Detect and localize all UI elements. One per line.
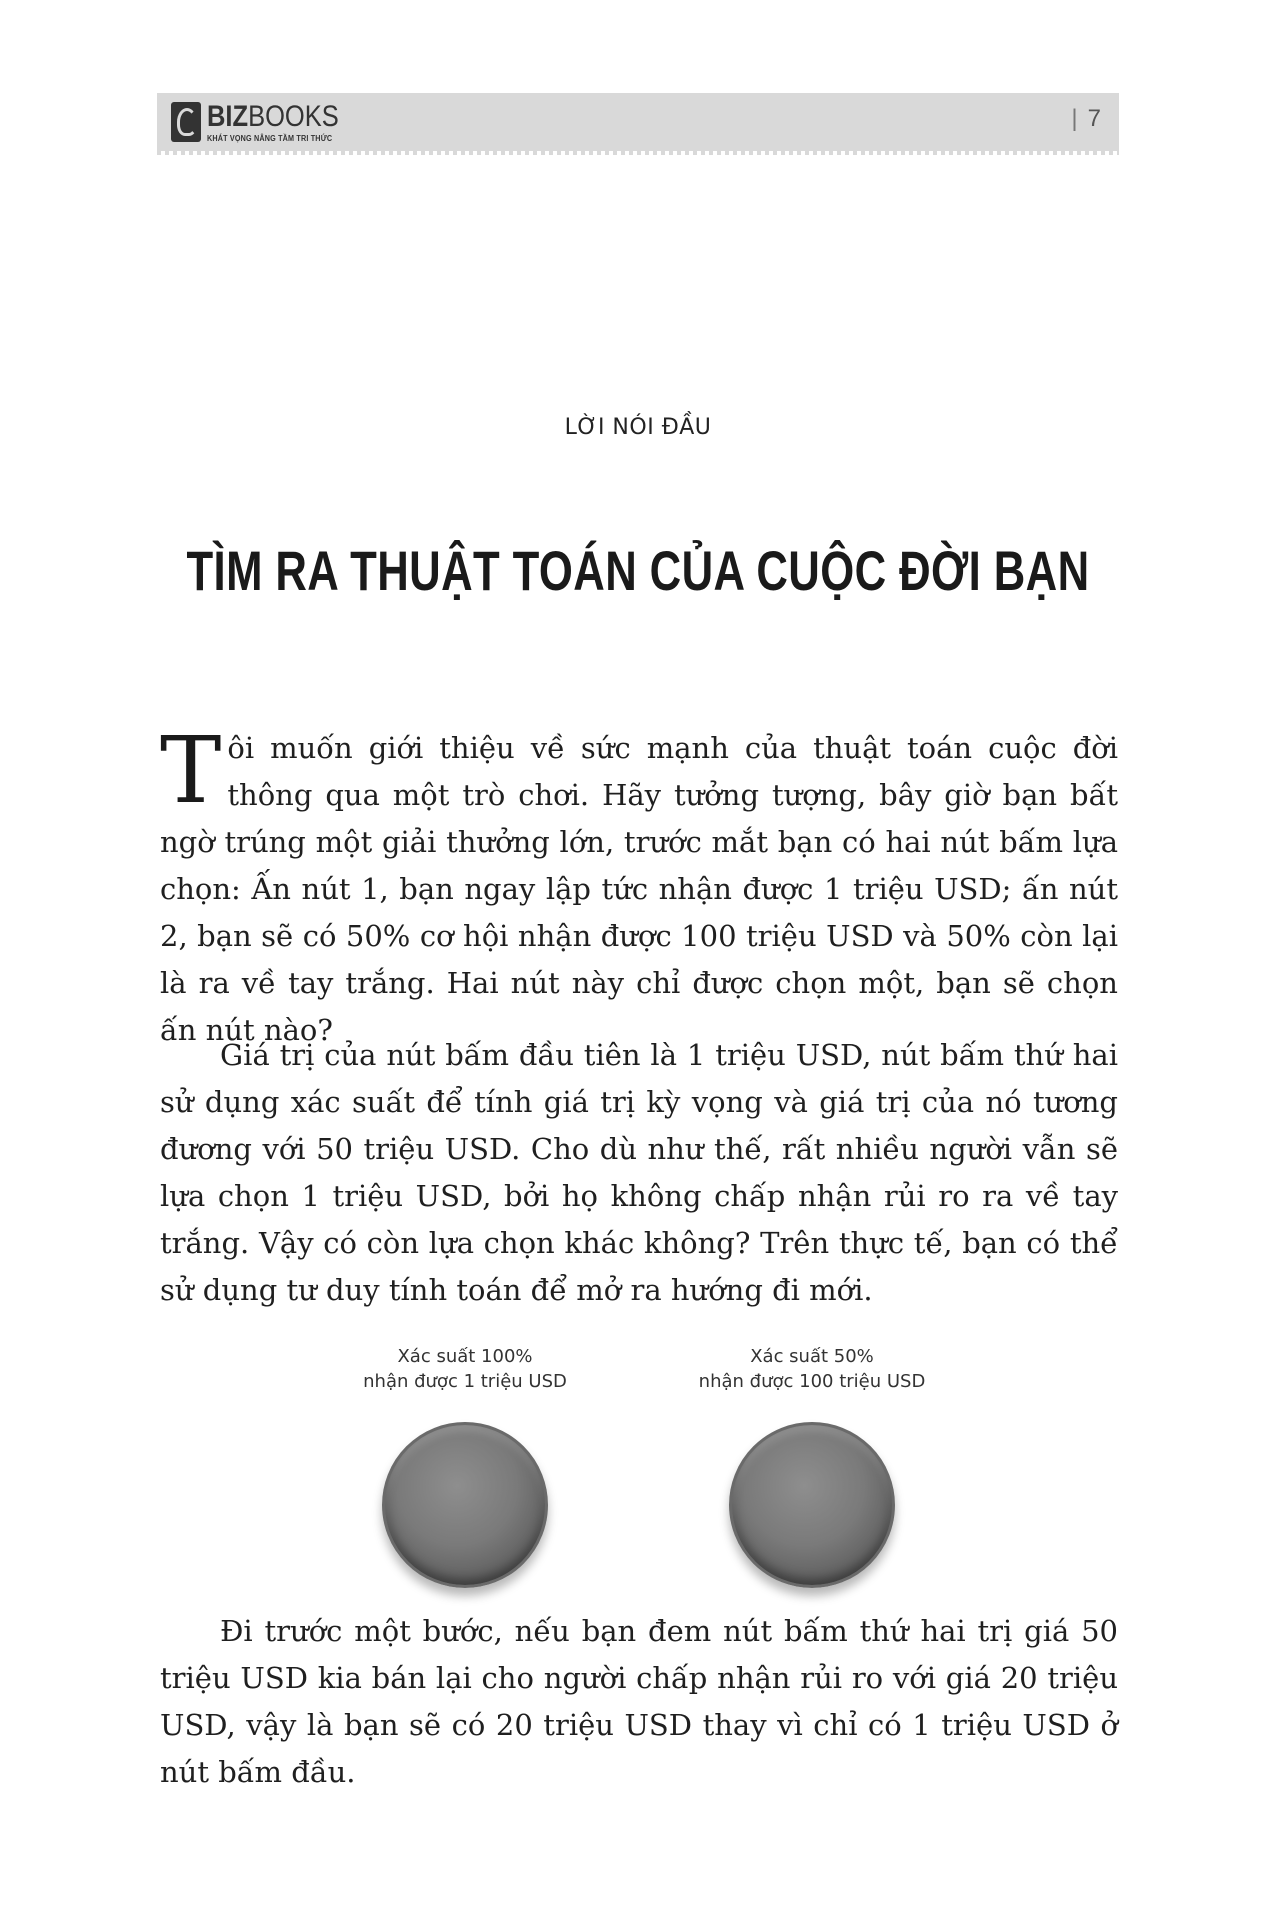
choice-1-caption (315, 1344, 615, 1394)
drop-cap: T (160, 717, 222, 824)
running-header (157, 93, 1119, 151)
paragraph-3: Đi trước một bước, nếu bạn đem nút bấm thứ hai trị giá 50 triệu USD kia bán lại cho người chấp nhận rủi ro với giá 20 triệu USD, vậy là bạn sẽ có 20 triệu USD thay vì chỉ có 1 triệu USD ở nút bấm đầu. (160, 1614, 1118, 1789)
logo-slogan: KHÁT VỌNG NÂNG TẦM TRI THỨC (207, 133, 333, 143)
section-label: LỜI NÓI ĐẦU (564, 415, 712, 440)
choice-button-2 (662, 1344, 962, 1588)
choice-1-caption-line1: Xác suất 100% (397, 1346, 533, 1367)
chapter-title: TÌM RA THUẬT TOÁN CỦA CUỘC ĐỜI BẠN (186, 539, 1090, 602)
choice-2-caption-line1: Xác suất 50% (750, 1346, 874, 1367)
choice-1-caption-line2: nhận được 1 triệu USD (363, 1371, 567, 1392)
choice-2-caption-line2: nhận được 100 triệu USD (698, 1371, 926, 1392)
logo-brand-light: BOOKS (248, 99, 339, 133)
lion-logo-icon (171, 102, 201, 142)
logo-brand (207, 99, 339, 133)
logo-text (207, 99, 362, 143)
bizbooks-logo (171, 99, 362, 145)
choice-button-1 (315, 1344, 615, 1588)
choice-2-caption (662, 1344, 962, 1394)
paragraph-2: Giá trị của nút bấm đầu tiên là 1 triệu USD, nút bấm thứ hai sử dụng xác suất để tính giá trị kỳ vọng và giá trị của nó tương đương với 50 triệu USD. Cho dù như thế, rất nhiều người vẫn sẽ lựa chọn 1 triệu USD, bởi họ không chấp nhận rủi ro ra về tay trắng. Vậy có còn lựa chọn khác không? Trên thực tế, bạn có thể sử dụng tư duy tính toán để mở ra hướng đi mới. (160, 1038, 1118, 1307)
paragraph-1 (160, 717, 1118, 1054)
page-number-value: 7 (1087, 105, 1101, 132)
round-button-icon (729, 1422, 895, 1588)
page-number-separator: | (1071, 105, 1078, 132)
logo-brand-bold: BIZ (207, 99, 249, 133)
page-number (1071, 105, 1101, 133)
paragraph-1-text: ôi muốn giới thiệu về sức mạnh của thuật toán cuộc đời thông qua một trò chơi. Hãy tưởng tượng, bây giờ bạn bất ngờ trúng một giải thưởng lớn, trước mắt bạn có hai nút bấm lựa chọn: Ấn nút 1, bạn ngay lập tức nhận được 1 triệu USD; ấn nút 2, bạn sẽ có 50% cơ hội nhận được 100 triệu USD và 50% còn lại là ra về tay trắng. Hai nút này chỉ được chọn một, bạn sẽ chọn ấn nút nào? (160, 731, 1118, 1047)
round-button-icon (382, 1422, 548, 1588)
